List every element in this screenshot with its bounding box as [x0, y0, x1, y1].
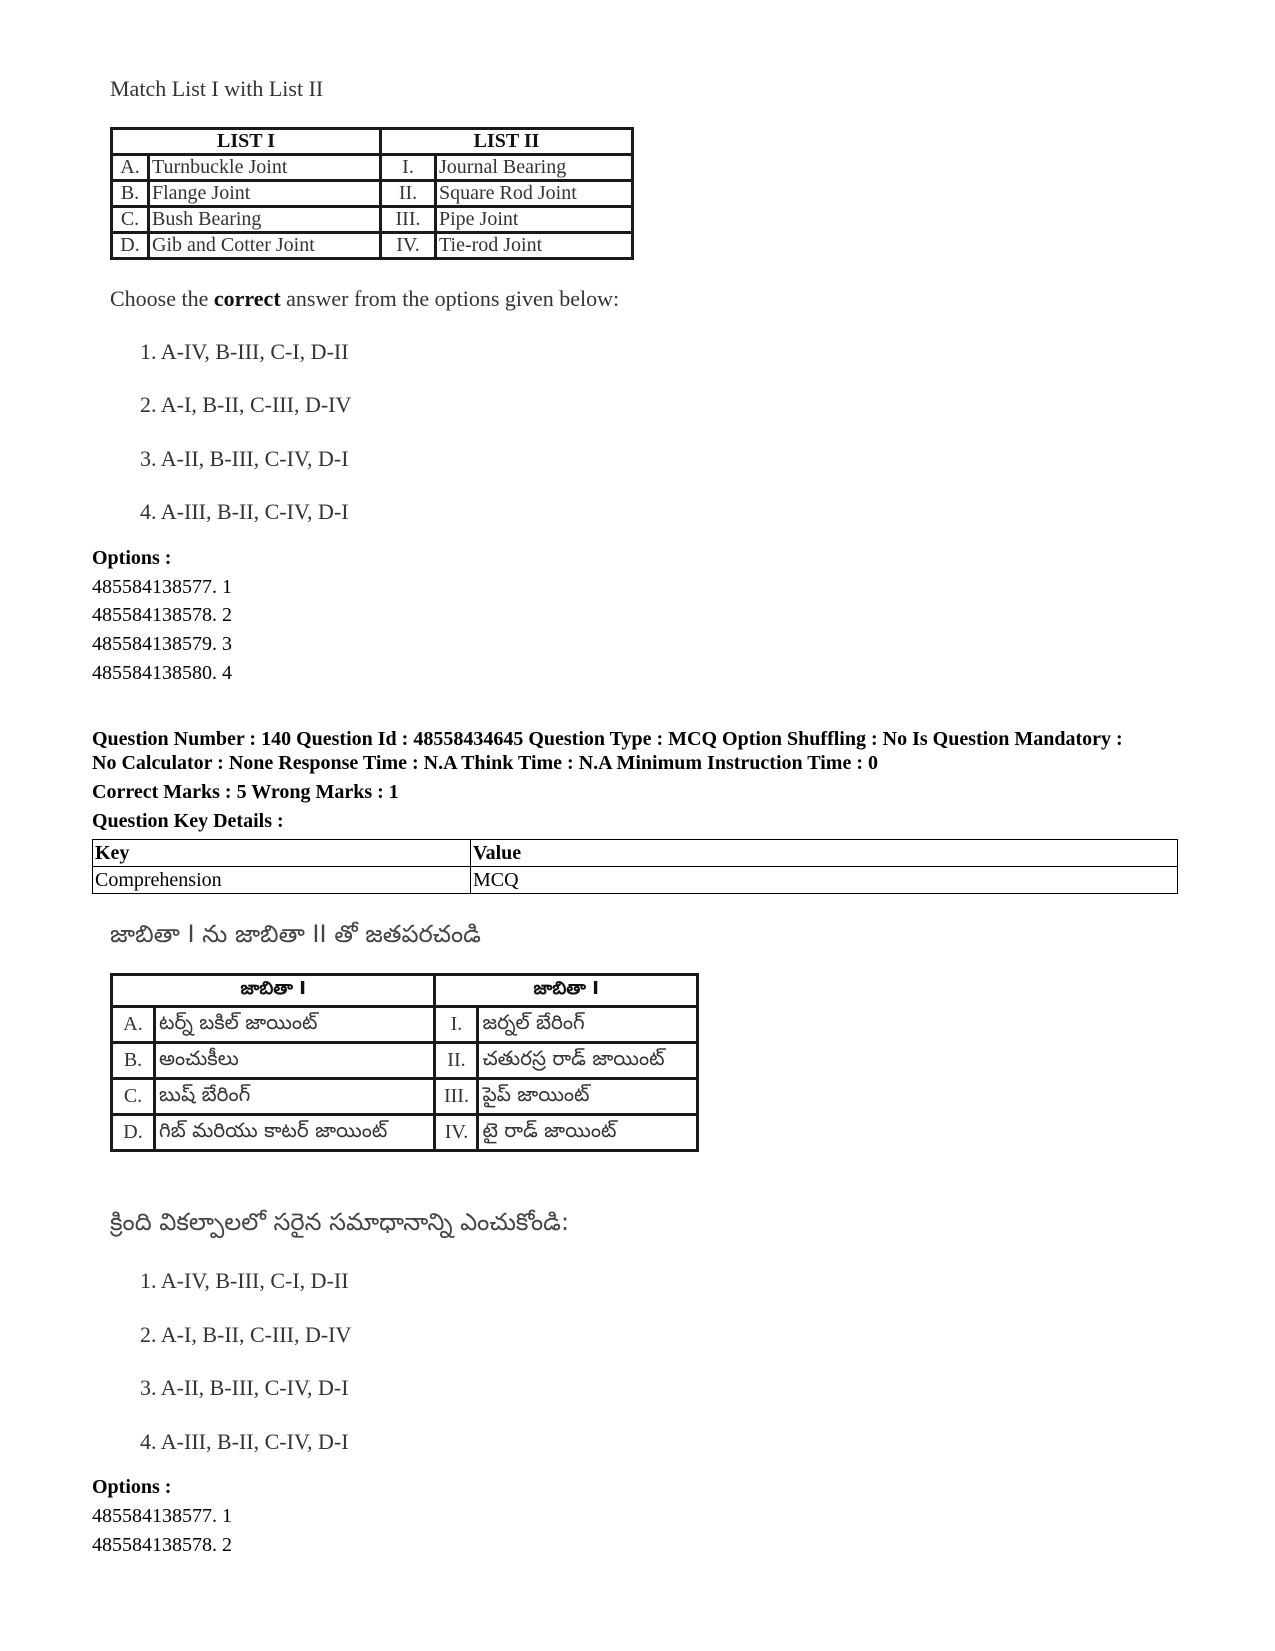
value-cell: MCQ — [471, 867, 1178, 894]
table-row — [93, 867, 1178, 894]
row-numeral: II. — [435, 1043, 478, 1079]
q2-option-2: 485584138578. 2 — [92, 1534, 232, 1556]
q2-answer-2: 2. A-I, B-II, C-III, D-IV — [140, 1322, 352, 1347]
q1-list2-header: LIST II — [381, 129, 633, 155]
list2-item: Tie-rod Joint — [436, 233, 633, 259]
row-letter: A. — [112, 1007, 155, 1043]
list2-item: చతురస్ర రాడ్ జాయింట్ — [478, 1043, 698, 1079]
row-letter: B. — [112, 1043, 155, 1079]
list2-item: పైప్ జాయింట్ — [478, 1079, 698, 1115]
q1-answer-1: 1. A-IV, B-III, C-I, D-II — [140, 339, 349, 364]
list1-item: Gib and Cotter Joint — [149, 233, 381, 259]
row-letter: D. — [112, 1115, 155, 1151]
q2-meta-line1: Question Number : 140 Question Id : 48558434645 Question Type : MCQ Option Shuffling : No Is Question Mandatory : — [92, 728, 1123, 750]
table-row — [112, 1115, 698, 1151]
table-row — [112, 233, 633, 259]
q1-match-table — [110, 127, 634, 260]
row-numeral: I. — [381, 155, 436, 181]
row-letter: A. — [112, 155, 149, 181]
row-numeral: II. — [381, 181, 436, 207]
list2-item: Journal Bearing — [436, 155, 633, 181]
row-numeral: IV. — [381, 233, 436, 259]
q2-intro: జాబితా I ను జాబితా II తో జతపరచండి — [110, 920, 481, 948]
table-row — [112, 1079, 698, 1115]
list1-item: Flange Joint — [149, 181, 381, 207]
table-row — [112, 207, 633, 233]
q1-choose-instruction: Choose the correct answer from the options given below: — [110, 286, 620, 311]
q2-marks: Correct Marks : 5 Wrong Marks : 1 — [92, 781, 399, 803]
q1-option-3: 485584138579. 3 — [92, 633, 232, 655]
value-header: Value — [471, 840, 1178, 867]
q2-key-table — [92, 839, 1178, 894]
row-numeral: I. — [435, 1007, 478, 1043]
row-letter: C. — [112, 1079, 155, 1115]
row-numeral: III. — [435, 1079, 478, 1115]
q2-answer-4: 4. A-III, B-II, C-IV, D-I — [140, 1429, 349, 1454]
table-row — [112, 1007, 698, 1043]
list1-item: Turnbuckle Joint — [149, 155, 381, 181]
list1-item: Bush Bearing — [149, 207, 381, 233]
list1-item: బుష్ బేరింగ్ — [155, 1079, 435, 1115]
table-row — [112, 155, 633, 181]
q1-intro: Match List I with List II — [110, 76, 324, 101]
row-letter: C. — [112, 207, 149, 233]
q1-option-1: 485584138577. 1 — [92, 576, 232, 598]
q1-option-2: 485584138578. 2 — [92, 604, 232, 626]
q2-answer-3: 3. A-II, B-III, C-IV, D-I — [140, 1375, 349, 1400]
q2-match-table — [110, 973, 699, 1152]
list1-item: టర్న్ బకిల్ జాయింట్ — [155, 1007, 435, 1043]
key-cell: Comprehension — [93, 867, 471, 894]
list2-item: Pipe Joint — [436, 207, 633, 233]
q2-list1-header: జాబితా I — [112, 975, 435, 1007]
list1-item: గిబ్ మరియు కాటర్ జాయింట్ — [155, 1115, 435, 1151]
table-row — [112, 1043, 698, 1079]
list2-item: టై రాడ్ జాయింట్ — [478, 1115, 698, 1151]
q1-options-label: Options : — [92, 547, 172, 569]
q2-options-label: Options : — [92, 1476, 172, 1498]
list1-item: అంచుకీలు — [155, 1043, 435, 1079]
table-row — [112, 181, 633, 207]
q1-answer-4: 4. A-III, B-II, C-IV, D-I — [140, 499, 349, 524]
q1-option-4: 485584138580. 4 — [92, 662, 232, 684]
row-letter: B. — [112, 181, 149, 207]
q2-list2-header: జాబితా I — [435, 975, 698, 1007]
q2-answer-1: 1. A-IV, B-III, C-I, D-II — [140, 1268, 349, 1293]
list2-item: జర్నల్ బేరింగ్ — [478, 1007, 698, 1043]
list2-item: Square Rod Joint — [436, 181, 633, 207]
row-numeral: III. — [381, 207, 436, 233]
row-numeral: IV. — [435, 1115, 478, 1151]
q2-meta-line2: No Calculator : None Response Time : N.A Think Time : N.A Minimum Instruction Time : 0 — [92, 752, 878, 774]
q1-list1-header: LIST I — [112, 129, 381, 155]
q2-option-1: 485584138577. 1 — [92, 1505, 232, 1527]
row-letter: D. — [112, 233, 149, 259]
q1-answer-2: 2. A-I, B-II, C-III, D-IV — [140, 392, 352, 417]
q1-answer-3: 3. A-II, B-III, C-IV, D-I — [140, 446, 349, 471]
q2-key-details-label: Question Key Details : — [92, 810, 284, 832]
q2-choose-instruction: క్రింది వికల్పాలలో సరైన సమాధానాన్ని ఎంచుకోండి: — [110, 1208, 570, 1236]
key-header: Key — [93, 840, 471, 867]
